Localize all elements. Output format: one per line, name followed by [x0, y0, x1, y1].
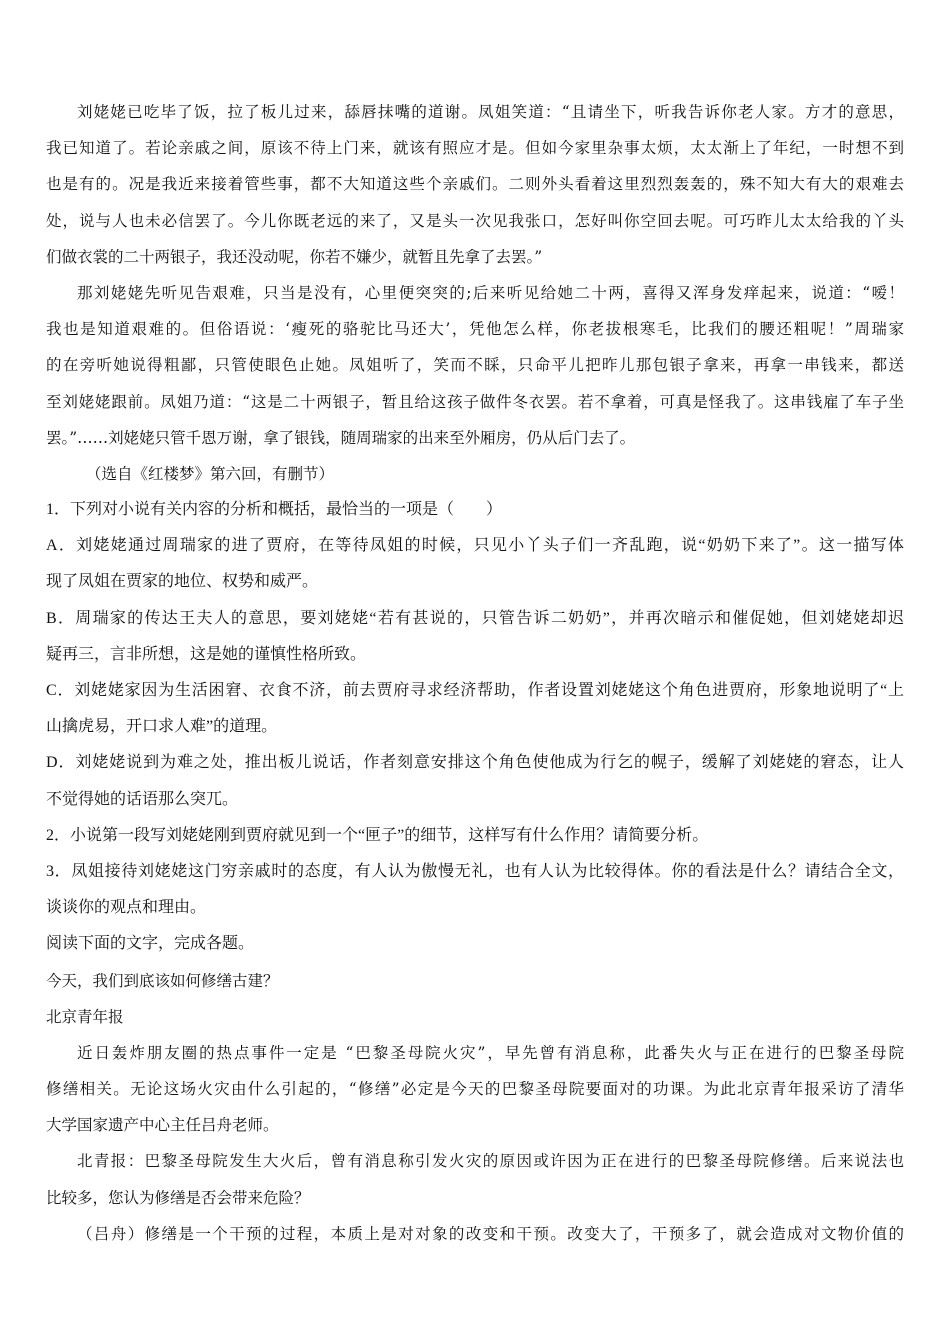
text-line: 至刘姥姥跟前。凤姐乃道：“这是二十两银子，暂且给这孩子做件冬衣罢。若不拿着，可真是怪我了。这串钱雇了车子坐: [46, 392, 904, 411]
text-line: 那刘姥姥先听见告艰难，只当是没有，心里便突突的;后来听见给她二十两，喜得又浑身发痒起来，说道：“嗳！: [77, 283, 904, 302]
question-1-option-b: [46, 601, 904, 673]
article-title: 今天，我们到底该如何修缮古建？: [46, 971, 279, 990]
text-line: 不觉得她的话语那么突兀。: [46, 790, 239, 808]
text-line: B．周瑞家的传达王夫人的意思，要刘姥姥“若有甚说的，只管告诉二奶奶”，并再次暗示和催促她，但刘姥姥却迟: [46, 609, 904, 627]
passage2-paragraph1: [46, 1035, 904, 1144]
text-line: （吕舟）修缮是一个干预的过程，本质上是对对象的改变和干预。改变大了，干预多了，就会造成对文物价值的: [77, 1224, 904, 1243]
source-citation: （选自《红楼梦》第六回，有删节）: [86, 464, 335, 483]
text-line: 现了凤姐在贾家的地位、权势和威严。: [46, 573, 319, 591]
passage2-paragraph2: [46, 1143, 904, 1215]
passage1-paragraph2: [46, 275, 904, 456]
text-line: 我也是知道艰难的。但俗语说：‘瘦死的骆驼比马还大’，凭他怎么样，你老拔根寒毛，比我们的腰还粗呢！”周瑞家: [46, 320, 904, 339]
text-line: 修缮相关。无论这场火灾由什么引起的，“修缮”必定是今天的巴黎圣母院要面对的功课。为此北京青年报采访了清华: [46, 1080, 904, 1099]
text-line: 疑再三，言非所想，这是她的谨慎性格所致。: [46, 645, 367, 663]
text-line: 我已知道了。若论亲戚之间，原该不待上门来，就该有照应才是。但如今家里杂事太烦，太太渐上了年纪，一时想不到: [46, 139, 904, 158]
passage2-paragraph3: [46, 1216, 904, 1252]
question-3: [46, 854, 904, 926]
text-line: 比较多，您认为修缮是否会带来危险？: [46, 1188, 310, 1207]
text-line: D．刘姥姥说到为难之处，推出板儿说话，作者刻意安排这个角色使他成为行乞的幌子，缓解了刘姥姥的窘态，让人: [46, 754, 904, 772]
text-line: 谈谈你的观点和理由。: [46, 899, 207, 917]
text-line: 们做衣裳的二十两银子，我还没动呢，你若不嫌少，就暂且先拿了去罢。”: [46, 247, 543, 266]
reading-instruction: 阅读下面的文字，完成各题。: [46, 935, 255, 953]
question-1-stem: 1．下列对小说有关内容的分析和概括，最恰当的一项是（ ）: [46, 501, 503, 519]
text-line: 近日轰炸朋友圈的热点事件一定是 “巴黎圣母院火灾”，早先曾有消息称，此番失火与正在进行的巴黎圣母院: [77, 1043, 904, 1062]
text-line: 刘姥姥已吃毕了饭，拉了板儿过来，舔唇抹嘴的道谢。凤姐笑道：“且请坐下，听我告诉你老人家。方才的意思，: [77, 103, 904, 121]
text-line: 罢。”……刘姥姥只管千恩万谢，拿了银钱，随周瑞家的出来至外厢房，仍从后门去了。: [46, 428, 636, 447]
question-1-option-d: [46, 745, 904, 817]
article-byline: 北京青年报: [46, 1007, 124, 1026]
passage1-paragraph1: [46, 94, 904, 275]
text-line: 北青报：巴黎圣母院发生大火后，曾有消息称引发火灾的原因或许因为正在进行的巴黎圣母院修缮。后来说法也: [77, 1152, 904, 1171]
question-2: 2．小说第一段写刘姥姥刚到贾府就见到一个“匣子”的细节，这样写有什么作用？请简要分析。: [46, 826, 709, 844]
text-line: 山擒虎易，开口求人难”的道理。: [46, 718, 278, 736]
text-line: 也是有的。况是我近来接着管些事，都不大知道这些个亲戚们。二则外头看着这里烈烈轰轰的，殊不知大有大的艰难去: [46, 175, 904, 194]
question-1-option-c: [46, 673, 904, 745]
text-line: 大学国家遗产中心主任吕舟老师。: [46, 1116, 279, 1135]
text-line: 的在旁听她说得粗鄙，只管使眼色止她。凤姐听了，笑而不睬，只命平儿把昨儿那包银子拿来，再拿一串钱来，都送: [46, 356, 904, 375]
text-line: 处，说与人也未必信罢了。今儿你既老远的来了，又是头一次见我张口，怎好叫你空回去呢。可巧昨儿太太给我的丫头: [46, 211, 904, 230]
question-1-option-a: [46, 528, 904, 600]
text-line: A．刘姥姥通过周瑞家的进了贾府，在等待凤姐的时候，只见小丫头子们一齐乱跑，说“奶奶下来了”。这一描写体: [46, 537, 904, 555]
text-line: C．刘姥姥家因为生活困窘、衣食不济，前去贾府寻求经济帮助，作者设置刘姥姥这个角色进贾府，形象地说明了“上: [46, 682, 904, 699]
text-line: 3．凤姐接待刘姥姥这门穷亲戚时的态度，有人认为傲慢无礼，也有人认为比较得体。你的看法是什么？请结合全文，: [46, 862, 904, 880]
